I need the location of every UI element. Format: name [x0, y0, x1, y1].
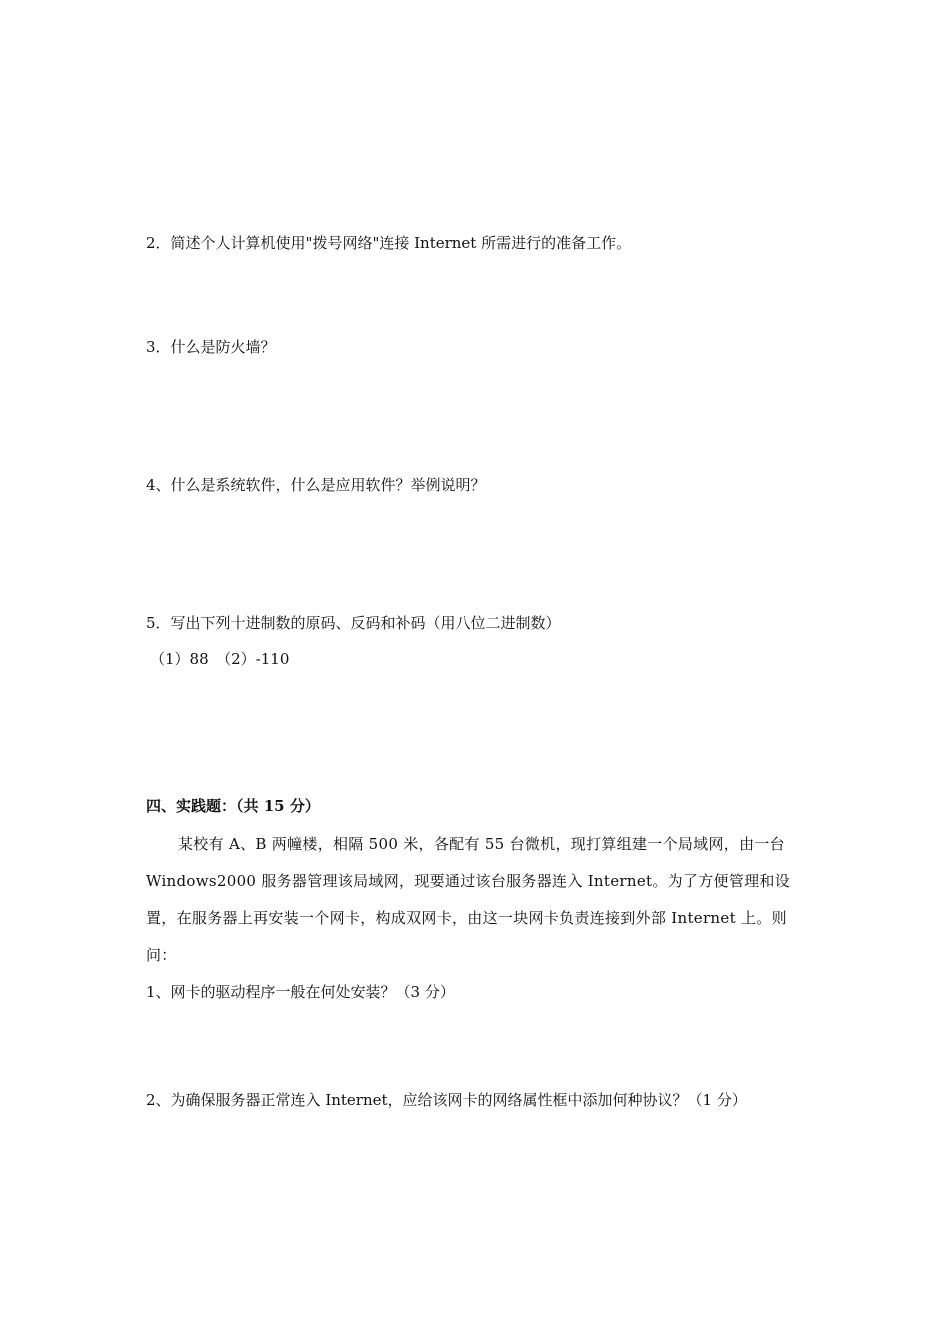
question-4: 4、什么是系统软件，什么是应用软件？举例说明？ — [146, 476, 486, 494]
section-4-title: 四、实践题：（共 15 分） — [146, 797, 320, 815]
question-5: 5．写出下列十进制数的原码、反码和补码（用八位二进制数） — [146, 614, 561, 632]
section-4-intro: 某校有 A、B 两幢楼，相隔 500 米，各配有 55 台微机，现打算组建一个局域网，由一台 Windows2000 服务器管理该局域网，现要通过该台服务器连入 Internet。为了方便管理和设置，在服务器上再安装一个网卡，构成双网卡，由这一块网卡负责连接到外部 Internet 上。则问： — [146, 835, 791, 964]
question-3: 3．什么是防火墙？ — [146, 338, 276, 356]
question-5-items: （1）88 （2）-110 — [150, 650, 290, 668]
question-2: 2．简述个人计算机使用"拨号网络"连接 Internet 所需进行的准备工作。 — [146, 234, 632, 252]
section-4-sub-2: 2、为确保服务器正常连入 Internet，应给该网卡的网络属性框中添加何种协议？（1 分） — [146, 1091, 747, 1109]
section-4-sub-1: 1、网卡的驱动程序一般在何处安装？（3 分） — [146, 983, 455, 1001]
